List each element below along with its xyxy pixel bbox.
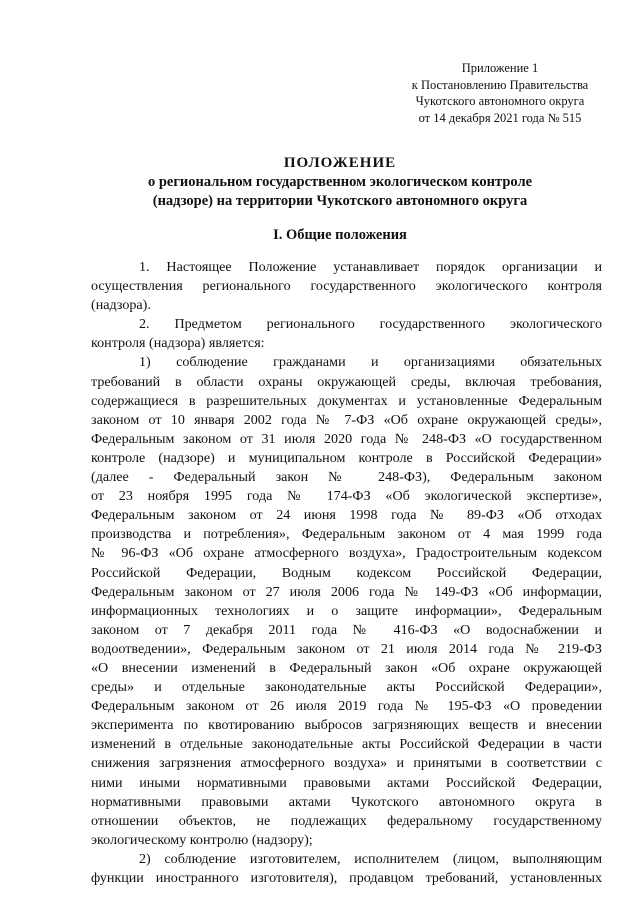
- body-line: Российской Федерации, Водным кодексом Российской Федерации,: [91, 564, 602, 581]
- body-line: производства и потребления», Федеральным законом от 4 мая 1999 года: [91, 526, 602, 543]
- section-heading: I. Общие положения: [273, 227, 407, 243]
- body-line: контроля (надзора) является:: [91, 335, 265, 352]
- body-line: экологическому контролю (надзору);: [91, 831, 313, 848]
- body-line: требований в области охраны окружающей среды, включая требования,: [91, 373, 602, 390]
- body-line: 2) соблюдение изготовителем, исполнителем (лицом, выполняющим: [139, 850, 602, 867]
- title-subtitle-line-1: о региональном государственном экологическом контроле: [147, 174, 533, 190]
- body-line: 1) соблюдение гражданами и организациями обязательных: [139, 354, 602, 371]
- body-line: Федеральным законом от 24 июня 1998 года № 89-ФЗ «Об отходах: [91, 507, 602, 524]
- body-line: законом от 7 декабря 2011 года № 416-ФЗ «О водоснабжении и: [91, 621, 602, 638]
- body-line: 2. Предметом регионального государственного экологического: [139, 316, 602, 333]
- appendix-line-2: к Постановлению Правительства: [411, 77, 589, 92]
- appendix-line-3: Чукотского автономного округа: [415, 94, 585, 108]
- body-line: функции иностранного изготовителя), продавцом требований, установленных: [91, 870, 602, 886]
- appendix-reference: [380, 60, 620, 126]
- body-line: от 23 ноября 1995 года № 174-ФЗ «Об экологической экспертизе»,: [91, 488, 602, 505]
- title-subtitle-line-2: (надзоре) на территории Чукотского автономного округа: [152, 193, 528, 209]
- body-line: ними иными нормативными правовыми актами Российской Федерации,: [91, 774, 602, 791]
- body-line: «О внесении изменений в Федеральный закон «Об охране окружающей: [91, 659, 602, 676]
- body-line: (надзора).: [91, 297, 151, 314]
- body-line: осуществления регионального государственного экологического контроля: [91, 278, 602, 295]
- appendix-line-1: Приложение 1: [461, 61, 539, 75]
- body-line: изменений в отдельные законодательные акты Российской Федерации в части: [91, 736, 602, 753]
- body-line: Федеральным законом от 31 июля 2020 года № 248-ФЗ «О государственном: [91, 430, 602, 447]
- body-line: № 96-ФЗ «Об охране атмосферного воздуха», Градостроительным кодексом: [91, 545, 602, 562]
- body-line: Федеральным законом от 26 июля 2019 года № 195-ФЗ «О проведении: [91, 698, 602, 715]
- body-line: снижения загрязнения атмосферного воздуха» и принятыми в соответствии с: [91, 755, 602, 772]
- body-line: среды» и отдельные законодательные акты Российской Федерации»,: [91, 679, 602, 696]
- document-title: [60, 153, 620, 211]
- body-line: водоотведении», Федеральным законом от 21 июля 2014 года № 219-ФЗ: [91, 640, 602, 657]
- body-line: (далее - Федеральный закон № 248-ФЗ), Федеральным законом: [91, 469, 602, 486]
- body-line: информационных технологиях и о защите информации», Федеральным: [91, 602, 602, 619]
- body-line: содержащиеся в разрешительных документах и установленные Федеральным: [91, 392, 602, 409]
- title-main: ПОЛОЖЕНИЕ: [283, 155, 397, 171]
- document-body: [91, 258, 602, 888]
- appendix-line-4: от 14 декабря 2021 года № 515: [418, 110, 582, 125]
- body-line: контроле (надзоре) и муниципальном контроле в Российской Федерации»: [91, 449, 602, 466]
- body-line: эксперимента по квотированию выбросов загрязняющих веществ и внесении: [91, 717, 602, 734]
- body-line: Федеральным законом от 27 июля 2006 года № 149-ФЗ «Об информации,: [91, 583, 602, 600]
- body-line: законом от 10 января 2002 года № 7-ФЗ «Об охране окружающей среды»,: [91, 411, 602, 428]
- body-line: нормативными правовыми актами Чукотского автономного округа в: [91, 793, 602, 810]
- body-line: отношении объектов, не подлежащих федеральному государственному: [91, 812, 602, 829]
- body-line: 1. Настоящее Положение устанавливает порядок организации и: [139, 259, 602, 275]
